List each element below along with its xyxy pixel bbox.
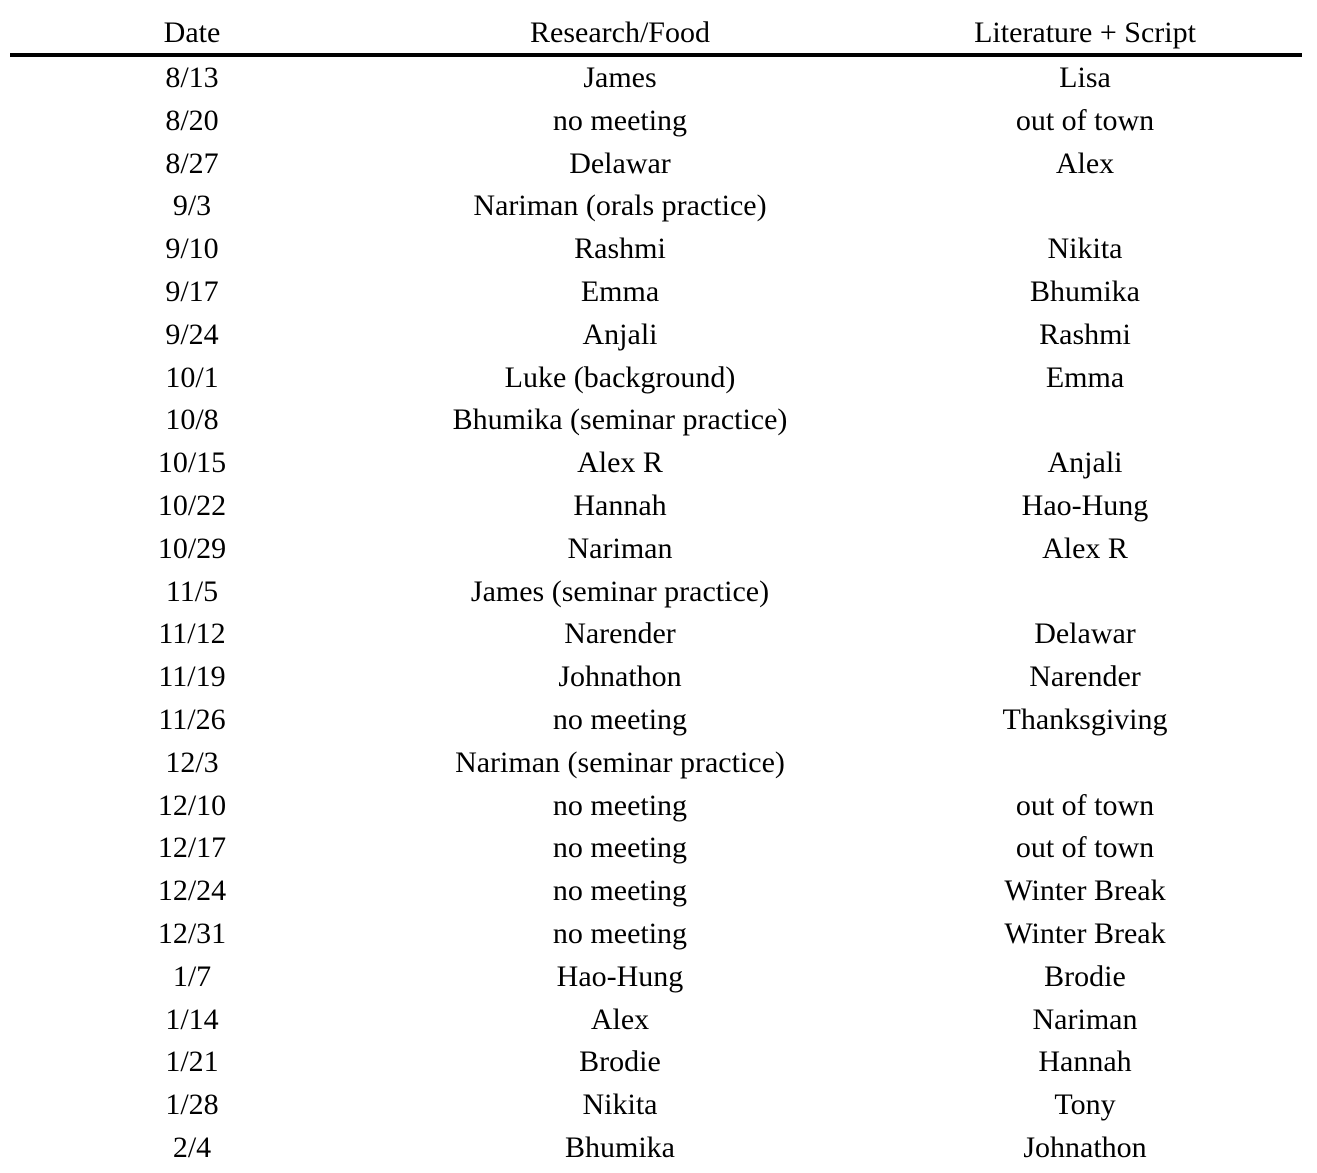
cell-date: 11/12 [158,617,226,651]
cell-research-food: no meeting [552,831,688,865]
cell-date: 11/26 [158,702,226,736]
table-row [0,442,1317,485]
table-row [0,1084,1317,1127]
table-row [0,228,1317,271]
cell-literature-script: Winter Break [1004,916,1166,950]
table-header-row [0,12,1317,54]
cell-research-food: Bhumika [565,1130,675,1164]
table-row [0,870,1317,913]
cell-date: 9/17 [165,274,219,308]
cell-date: 10/1 [165,360,219,394]
table-row [0,185,1317,228]
cell-research-food: Alex R [577,446,663,480]
cell-date: 2/4 [172,1130,212,1164]
cell-literature-script: Nariman [1032,1002,1138,1036]
table-row [0,314,1317,357]
cell-literature-script: out of town [1015,103,1155,137]
cell-research-food: Nariman [567,531,673,565]
table-row [0,613,1317,656]
table-row [0,699,1317,742]
cell-date: 10/22 [157,488,227,522]
cell-research-food: no meeting [552,874,688,908]
cell-date: 8/20 [165,103,219,137]
cell-literature-script: Hannah [1038,1045,1132,1079]
table-row [0,742,1317,785]
cell-research-food: Luke (background) [504,360,736,394]
header-date: Date [163,16,221,49]
cell-research-food: Brodie [579,1045,661,1079]
cell-research-food: Nikita [582,1088,658,1122]
cell-research-food: Anjali [582,317,658,351]
cell-literature-script: out of town [1015,788,1155,822]
cell-literature-script: Thanksgiving [1002,702,1168,736]
table-row [0,1127,1317,1170]
cell-literature-script: Alex [1055,146,1115,180]
cell-research-food: James (seminar practice) [470,574,770,608]
cell-date: 12/3 [165,745,219,779]
table-row [0,485,1317,528]
cell-literature-script: Rashmi [1039,317,1131,351]
cell-literature-script: Johnathon [1023,1130,1147,1164]
cell-literature-script: Narender [1029,660,1141,694]
cell-research-food: Nariman (seminar practice) [455,745,785,779]
cell-literature-script: Emma [1045,360,1125,394]
table-row [0,827,1317,870]
header-literature-script: Literature + Script [974,16,1196,49]
table-row [0,57,1317,100]
cell-date: 1/7 [172,959,212,993]
cell-date: 12/31 [157,916,227,950]
cell-research-food: no meeting [552,916,688,950]
cell-literature-script: Lisa [1059,61,1111,94]
cell-date: 11/5 [165,574,219,608]
table-row [0,1041,1317,1084]
table-row [0,357,1317,400]
cell-literature-script: Bhumika [1030,274,1140,308]
cell-date: 1/21 [165,1045,219,1079]
table-row [0,100,1317,143]
cell-research-food: Narender [564,617,676,651]
table-row [0,656,1317,699]
cell-research-food: James [583,61,657,94]
cell-literature-script: Hao-Hung [1021,488,1149,522]
table-row [0,785,1317,828]
cell-research-food: no meeting [552,103,688,137]
table-row [0,399,1317,442]
cell-literature-script [935,185,1235,228]
cell-literature-script [935,571,1235,614]
header-research-food: Research/Food [530,16,710,49]
cell-literature-script: Winter Break [1004,874,1166,908]
cell-research-food: Emma [580,274,660,308]
table-row [0,999,1317,1042]
cell-date: 12/24 [157,874,227,908]
cell-research-food: Johnathon [558,660,682,694]
cell-date: 9/24 [165,317,219,351]
cell-literature-script [935,399,1235,442]
cell-research-food: Nariman (orals practice) [473,189,767,223]
cell-date: 1/14 [165,1002,219,1036]
cell-literature-script: out of town [1015,831,1155,865]
cell-date: 10/29 [157,531,227,565]
cell-research-food: Bhumika (seminar practice) [452,403,788,437]
cell-date: 9/3 [172,189,212,223]
cell-literature-script: Nikita [1047,232,1123,266]
cell-literature-script: Tony [1054,1088,1116,1122]
cell-date: 12/10 [157,788,227,822]
cell-date: 10/8 [165,403,219,437]
table-row [0,143,1317,186]
cell-research-food: Rashmi [574,232,666,266]
cell-date: 9/10 [165,232,219,266]
cell-literature-script [935,742,1235,785]
table-row [0,571,1317,614]
cell-date: 10/15 [157,446,227,480]
cell-research-food: Alex [590,1002,650,1036]
cell-date: 12/17 [157,831,227,865]
cell-date: 11/19 [158,660,226,694]
cell-research-food: no meeting [552,702,688,736]
cell-research-food: Delawar [569,146,671,180]
table-row [0,271,1317,314]
cell-research-food: no meeting [552,788,688,822]
table-body [0,57,1317,1170]
cell-research-food: Hannah [573,488,667,522]
table-row [0,528,1317,571]
cell-date: 1/28 [165,1088,219,1122]
cell-research-food: Hao-Hung [556,959,684,993]
cell-literature-script: Alex R [1042,531,1128,565]
table-row [0,956,1317,999]
cell-literature-script: Anjali [1047,446,1123,480]
table-row [0,913,1317,956]
cell-date: 8/27 [165,146,219,180]
cell-date: 8/13 [165,61,219,94]
cell-literature-script: Delawar [1034,617,1136,651]
cell-literature-script: Brodie [1044,959,1126,993]
